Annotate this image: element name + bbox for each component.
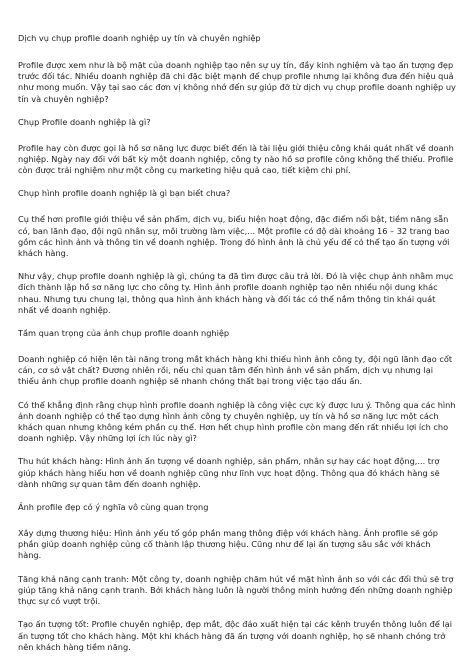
section-paragraph: Như vậy, chụp profile doanh nghiệp là gì, chúng ta đã tìm được câu trả lời. Đó là việc chụp ảnh nhằm mục đích thành lập hồ sơ năng lực cho công ty. Hình ảnh profile doanh nghiệp tạo nên nhiều nội dung khác nhau. Nhưng tựu chung lại, thông qua hình ảnh khách hàng và đối tác có thể nắm thông tin khái quát nhất về doanh nghiệp. <box>18 271 454 315</box>
section-heading: Tầm quan trọng của ảnh chụp profile doanh nghiệp <box>18 328 230 339</box>
section-heading: Chụp hình profile doanh nghiệp là gì bạn biết chưa? <box>18 188 231 199</box>
section-paragraph: Có thể khẳng định rằng chụp hình profile doanh nghiệp là công việc cực kỳ được lưu ý. Thông qua các hình ảnh doanh nghiệp có thể tạo dựng hình ảnh công ty chuyên nghiệp, uy tín và hồ sơ năng lực một cách khách quan nhưng không kém phần cụ thể. Hơn hết chụp hình profile còn mang đến rất nhiều lợi ích cho doanh nghiệp. Vậy những lợi ích lúc này gì? <box>18 399 456 444</box>
section-paragraph: Tăng khả năng cạnh tranh: Một công ty, doanh nghiệp chăm hút về mặt hình ảnh so với các đối thủ sẽ trợ giúp tăng khả năng cạnh tranh. Bởi khách hàng luôn là người thông minh hướng đến những doanh nghiệp thực sự có vượt trội. <box>18 573 454 607</box>
section-paragraph: Profile hay còn được gọi là hồ sơ năng lực được biết đến là tài liệu giới thiệu công khái quát nhất về doanh nghiệp. Ngày nay đối với bất kỳ một doanh nghiệp, công ty nào hồ sơ profile công không thể thiếu. Profile còn được trải nghiệm như một công cụ marketing hiệu quả cao, tiết kiệm chi phí. <box>18 142 454 176</box>
section-paragraph: Tạo ấn tượng tốt: Profile chuyên nghiệp, đẹp mắt, độc đáo xuất hiện tại các kênh truyền thông luôn để lại ấn tượng tốt cho khách hàng. Một khi khách hàng đã ấn tượng với doanh nghiệp, họ sẽ nhanh chóng trở nên khách hàng tiềm năng. <box>18 619 452 652</box>
section-heading: Chụp Profile doanh nghiệp là gì? <box>18 116 151 127</box>
section-paragraph: Thu hút khách hàng: Hình ảnh ấn tượng về doanh nghiệp, sản phẩm, nhân sự hay các hoạt động,... trợ giúp khách hàng hiểu hơn về doanh nghiệp cũng như lĩnh vực hoạt động. Thông qua đó khách hàng sẽ dành những sự quan tâm đến doanh nghiệp. <box>18 456 440 489</box>
intro-paragraph: Profile được xem như là bộ mặt của doanh nghiệp tạo nên sự uy tín, đầy kinh nghiệm và tạo ấn tượng đẹp trước đối tác. Nhiều doanh nghiệp đã chi đặc biệt mạnh để chụp profile nhưng lại không đưa đến hiệu quả như mong muốn. Vậy tại sao các đơn vị không nhớ đến sự giúp đỡ từ dịch vụ chụp profile doanh nghiệp uy tín và chuyên nghiệp? <box>18 60 456 104</box>
section-paragraph: Xây dựng thương hiệu: Hình ảnh yếu tố góp phần mang thông điệp với khách hàng. Ảnh profile sẽ góp phần giúp doanh nghiệp củng cố thành lập thương hiệu. Cũng như để lại ấn tượng sâu sắc với khách hàng. <box>18 528 439 561</box>
section-heading: Ảnh profile đẹp có ý nghĩa vô cùng quan trọng <box>18 502 209 513</box>
section-paragraph: Doanh nghiệp có hiện lên tài năng trong mắt khách hàng khi thiếu hình ảnh công ty, đội ngũ lãnh đạo cốt cán, cơ sở vật chất? Đương nhiên rồi, nếu chỉ quan tâm đến hình ảnh về sản phẩm, dịch vụ nhưng lại thiếu ảnh chụp profile doanh nghiệp sẽ nhanh chóng thất bại trong việc tạo dấu ấn. <box>18 354 453 387</box>
section-paragraph: Cụ thể hơn profile giới thiệu về sản phẩm, dịch vụ, biểu hiện hoạt động, đặc điểm nổi bật, tiềm năng sẵn có, ban lãnh đạo, đội ngũ nhân sự, môi trường làm việc,... Một profile có độ dài khoảng 16 – 32 trang bao gồm các hình ảnh và thông tin về doanh nghiệp. Trong đó hình ảnh là chủ yếu để có thể tạo ấn tượng với khách hàng. <box>18 214 450 259</box>
document-title: Dịch vụ chụp profile doanh nghiệp uy tín và chuyên nghiệp <box>18 33 261 43</box>
